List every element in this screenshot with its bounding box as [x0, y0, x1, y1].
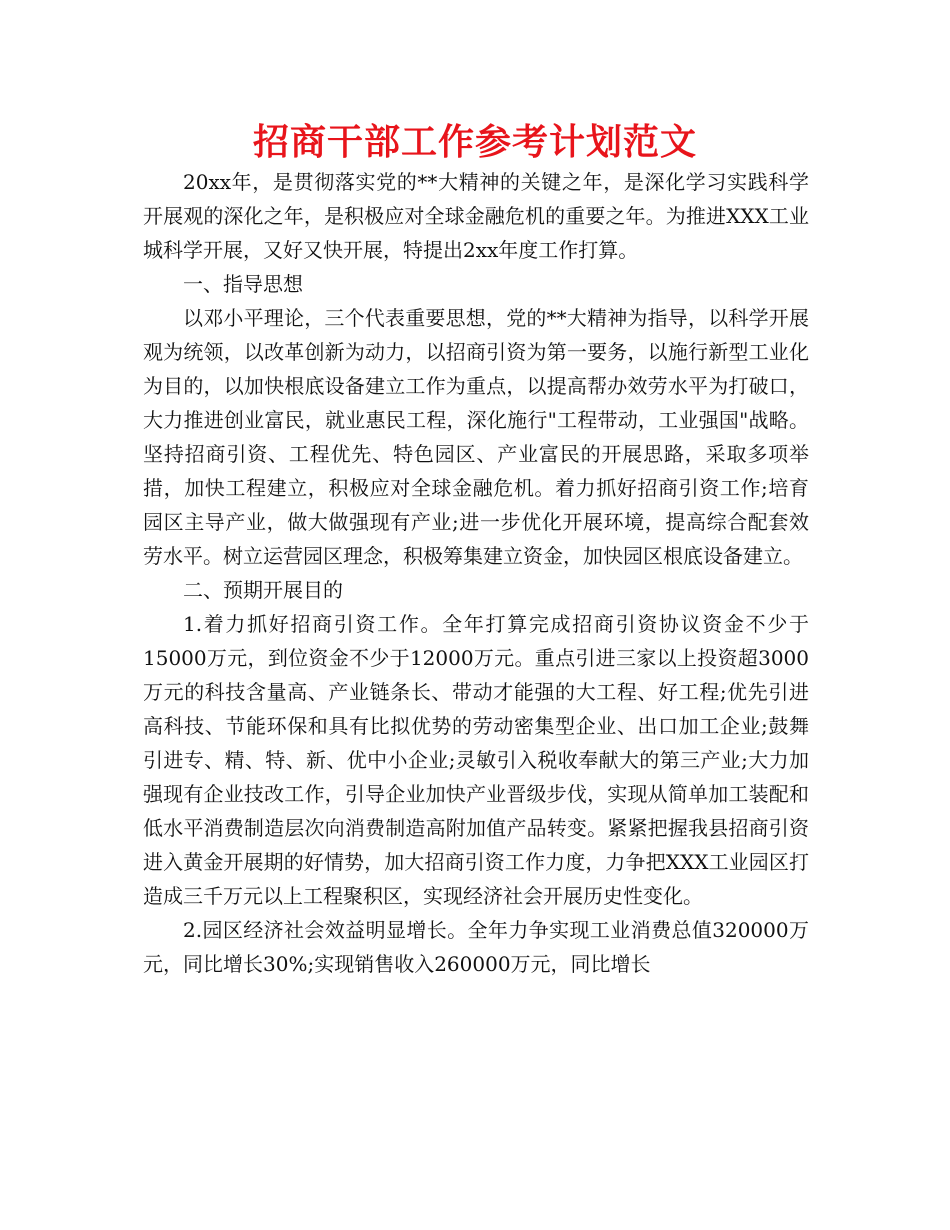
- paragraph-guiding-thought: 以邓小平理论，三个代表重要思想，党的**大精神为指导，以科学开展观为统领，以改革创新为动力，以招商引资为第一要务，以施行新型工业化为目的，以加快根底设备建立工作为重点，以提高帮办效劳水平为打破口，大力推进创业富民，就业惠民工程，深化施行"工程带动，工业强国"战略。坚持招商引资、工程优先、特色园区、产业富民的开展思路，采取多项举措，加快工程建立，积极应对全球金融危机。着力抓好招商引资工作;培育园区主导产业，做大做强现有产业;进一步优化开展环境，提高综合配套效劳水平。树立运营园区理念，积极筹集建立资金，加快园区根底设备建立。: [143, 306, 809, 568]
- paragraph-goal-2: 2.园区经济社会效益明显增长。全年力争实现工业消费总值320000万元，同比增长30%;实现销售收入260000万元，同比增长: [143, 918, 809, 976]
- document-title: 招商干部工作参考计划范文: [252, 122, 697, 163]
- section-heading-guiding-thought: 一、指导思想: [183, 272, 303, 296]
- paragraph-intro: 20xx年，是贯彻落实党的**大精神的关键之年，是深化学习实践科学开展观的深化之年，是积极应对全球金融危机的重要之年。为推进XXX工业城科学开展，又好又快开展，特提出2xx年度工作打算。: [143, 170, 809, 262]
- paragraph-goal-1: 1.着力抓好招商引资工作。全年打算完成招商引资协议资金不少于15000万元，到位资金不少于12000万元。重点引进三家以上投资超3000万元的科技含量高、产业链条长、带动才能强的大工程、好工程;优先引进高科技、节能环保和具有比拟优势的劳动密集型企业、出口加工企业;鼓舞引进专、精、特、新、优中小企业;灵敏引入税收奉献大的第三产业;大力加强现有企业技改工作，引导企业加快产业晋级步伐，实现从简单加工装配和低水平消费制造层次向消费制造高附加值产品转变。紧紧把握我县招商引资进入黄金开展期的好情势，加大招商引资工作力度，力争把XXX工业园区打造成三千万元以上工程聚积区，实现经济社会开展历史性变化。: [143, 612, 809, 908]
- document-body: [143, 165, 809, 981]
- section-heading-expected-goals: 二、预期开展目的: [183, 578, 343, 602]
